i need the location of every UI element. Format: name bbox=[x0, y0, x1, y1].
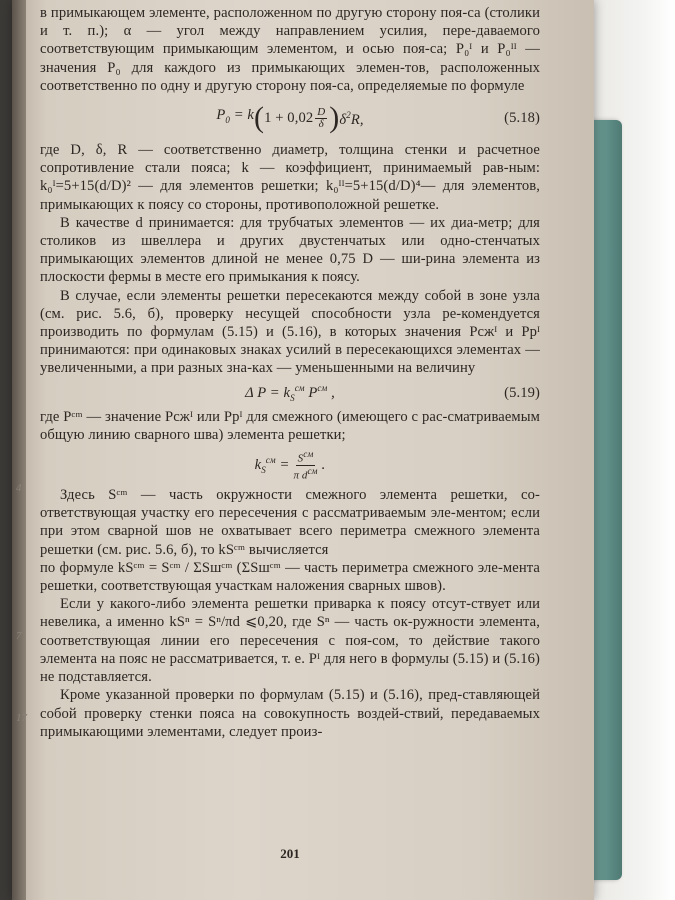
paragraph-5: где Pᶜᵐ — значение Pсжᴵ или Pрᴵ для смежного (имеющего с рас-сматриваемым общую линию сварного шва) элемента решетки; bbox=[40, 408, 540, 443]
page-number: 201 bbox=[280, 846, 300, 861]
paragraph-3: В качестве d принимается: для трубчатых элементов — их диа-метр; для столиков из швеллера и других двустенчатых или одно-стенчатых примыкающих элементов длиной не менее 0,75 D — ши-рина элемента из плоскости фермы в месте его примыкания к поясу. bbox=[40, 214, 540, 286]
paragraph-1: в примыкающем элементе, расположенном по другую сторону поя-са (столики и т. п.); α — угол между направлением усилия, пере-даваемого соответствующим примыкающим элементом, и осью поя-са; P₀ᴵ и P₀ᴵᴵ — значения P₀ для каждого из примыкающих элемен-тов, расположенных соответственно по одну и другую сторону поя-са, определяемые по формуле bbox=[40, 5, 540, 94]
paragraph-6: Здесь Sᶜᵐ — часть окружности смежного элемента решетки, со-ответствующая участку его пересечения с рассматриваемым эле-ментом; если при этом сварной шов не охватывает всего периметра смежного элемента решетки (см. рис. 5.6, б), то kSᶜᵐ вычисляется bbox=[40, 487, 540, 558]
margin-pencil-marks: 4 7 17 bbox=[16, 482, 27, 724]
formula-5-19: Δ $P = k_S^{см}$ $P^{см}$ , (5.19) bbox=[245, 382, 540, 403]
equation-number: (5.19) bbox=[504, 384, 540, 401]
paragraph-9: Кроме указанной проверки по формулам (5.15) и (5.16), пред-ставляющей собой проверку стенки пояса на совокупность воздей-ствий, передаваемых примыкающими элементами, следует произ- bbox=[40, 687, 540, 740]
paragraph-7: по формуле kSᶜᵐ = Sᶜᵐ / ΣSшᶜᵐ (ΣSшᶜᵐ — часть периметра смежного эле-мента решетки, соответствующая участкам наложения сварных швов). bbox=[40, 559, 540, 595]
formula-ks: $k_S^{см}$ = $\frac{S^{см}}{\pi d^{см}}$ . bbox=[254, 448, 326, 482]
book-page bbox=[12, 0, 594, 900]
page-text bbox=[40, 4, 540, 741]
paragraph-2: где D, δ, R — соответственно диаметр, толщина стенки и расчетное сопротивление стали пояса; k — коэффициент, принимаемый рав-ным: k₀ᴵ=5+15(d/D)² — для элементов решетки; k₀ᴵᴵ=5+15(d/D)⁴— для элементов, примыкающих к поясу со стороны, противоположной решетке. bbox=[40, 142, 540, 213]
formula-5-18: $P_0 = k$ ( 1 + 0,02 $\frac{D}{\delta}$ ) $\delta^2R$, (5.18) bbox=[216, 101, 540, 135]
book-cover-edge bbox=[592, 120, 622, 880]
paragraph-8: Если у какого-либо элемента решетки приварка к поясу отсут-ствует или невелика, а именно kSⁿ = Sⁿ/πd ⩽0,20, где Sⁿ — часть ок-ружности элемента, соответствующая линии его пересечения с поя-сом, то действие такого элемента на пояс не рассматривается, т. е. Pᴵ для него в формулы (5.15) и (5.16) не подставляется. bbox=[40, 596, 540, 686]
equation-number: (5.18) bbox=[504, 109, 540, 126]
paragraph-4: В случае, если элементы решетки пересекаются между собой в зоне узла (см. рис. 5.6, б), проверку несущей способности узла ре-комендуется производить по формулам (5.15) и (5.16), в которых значения Pсжᴵ и Pрᴵ принимаются: при одинаковых знаках усилий в пересекающихся элементах — увеличенными, а при разных зна-ках — уменьшенными на величину bbox=[40, 287, 540, 377]
